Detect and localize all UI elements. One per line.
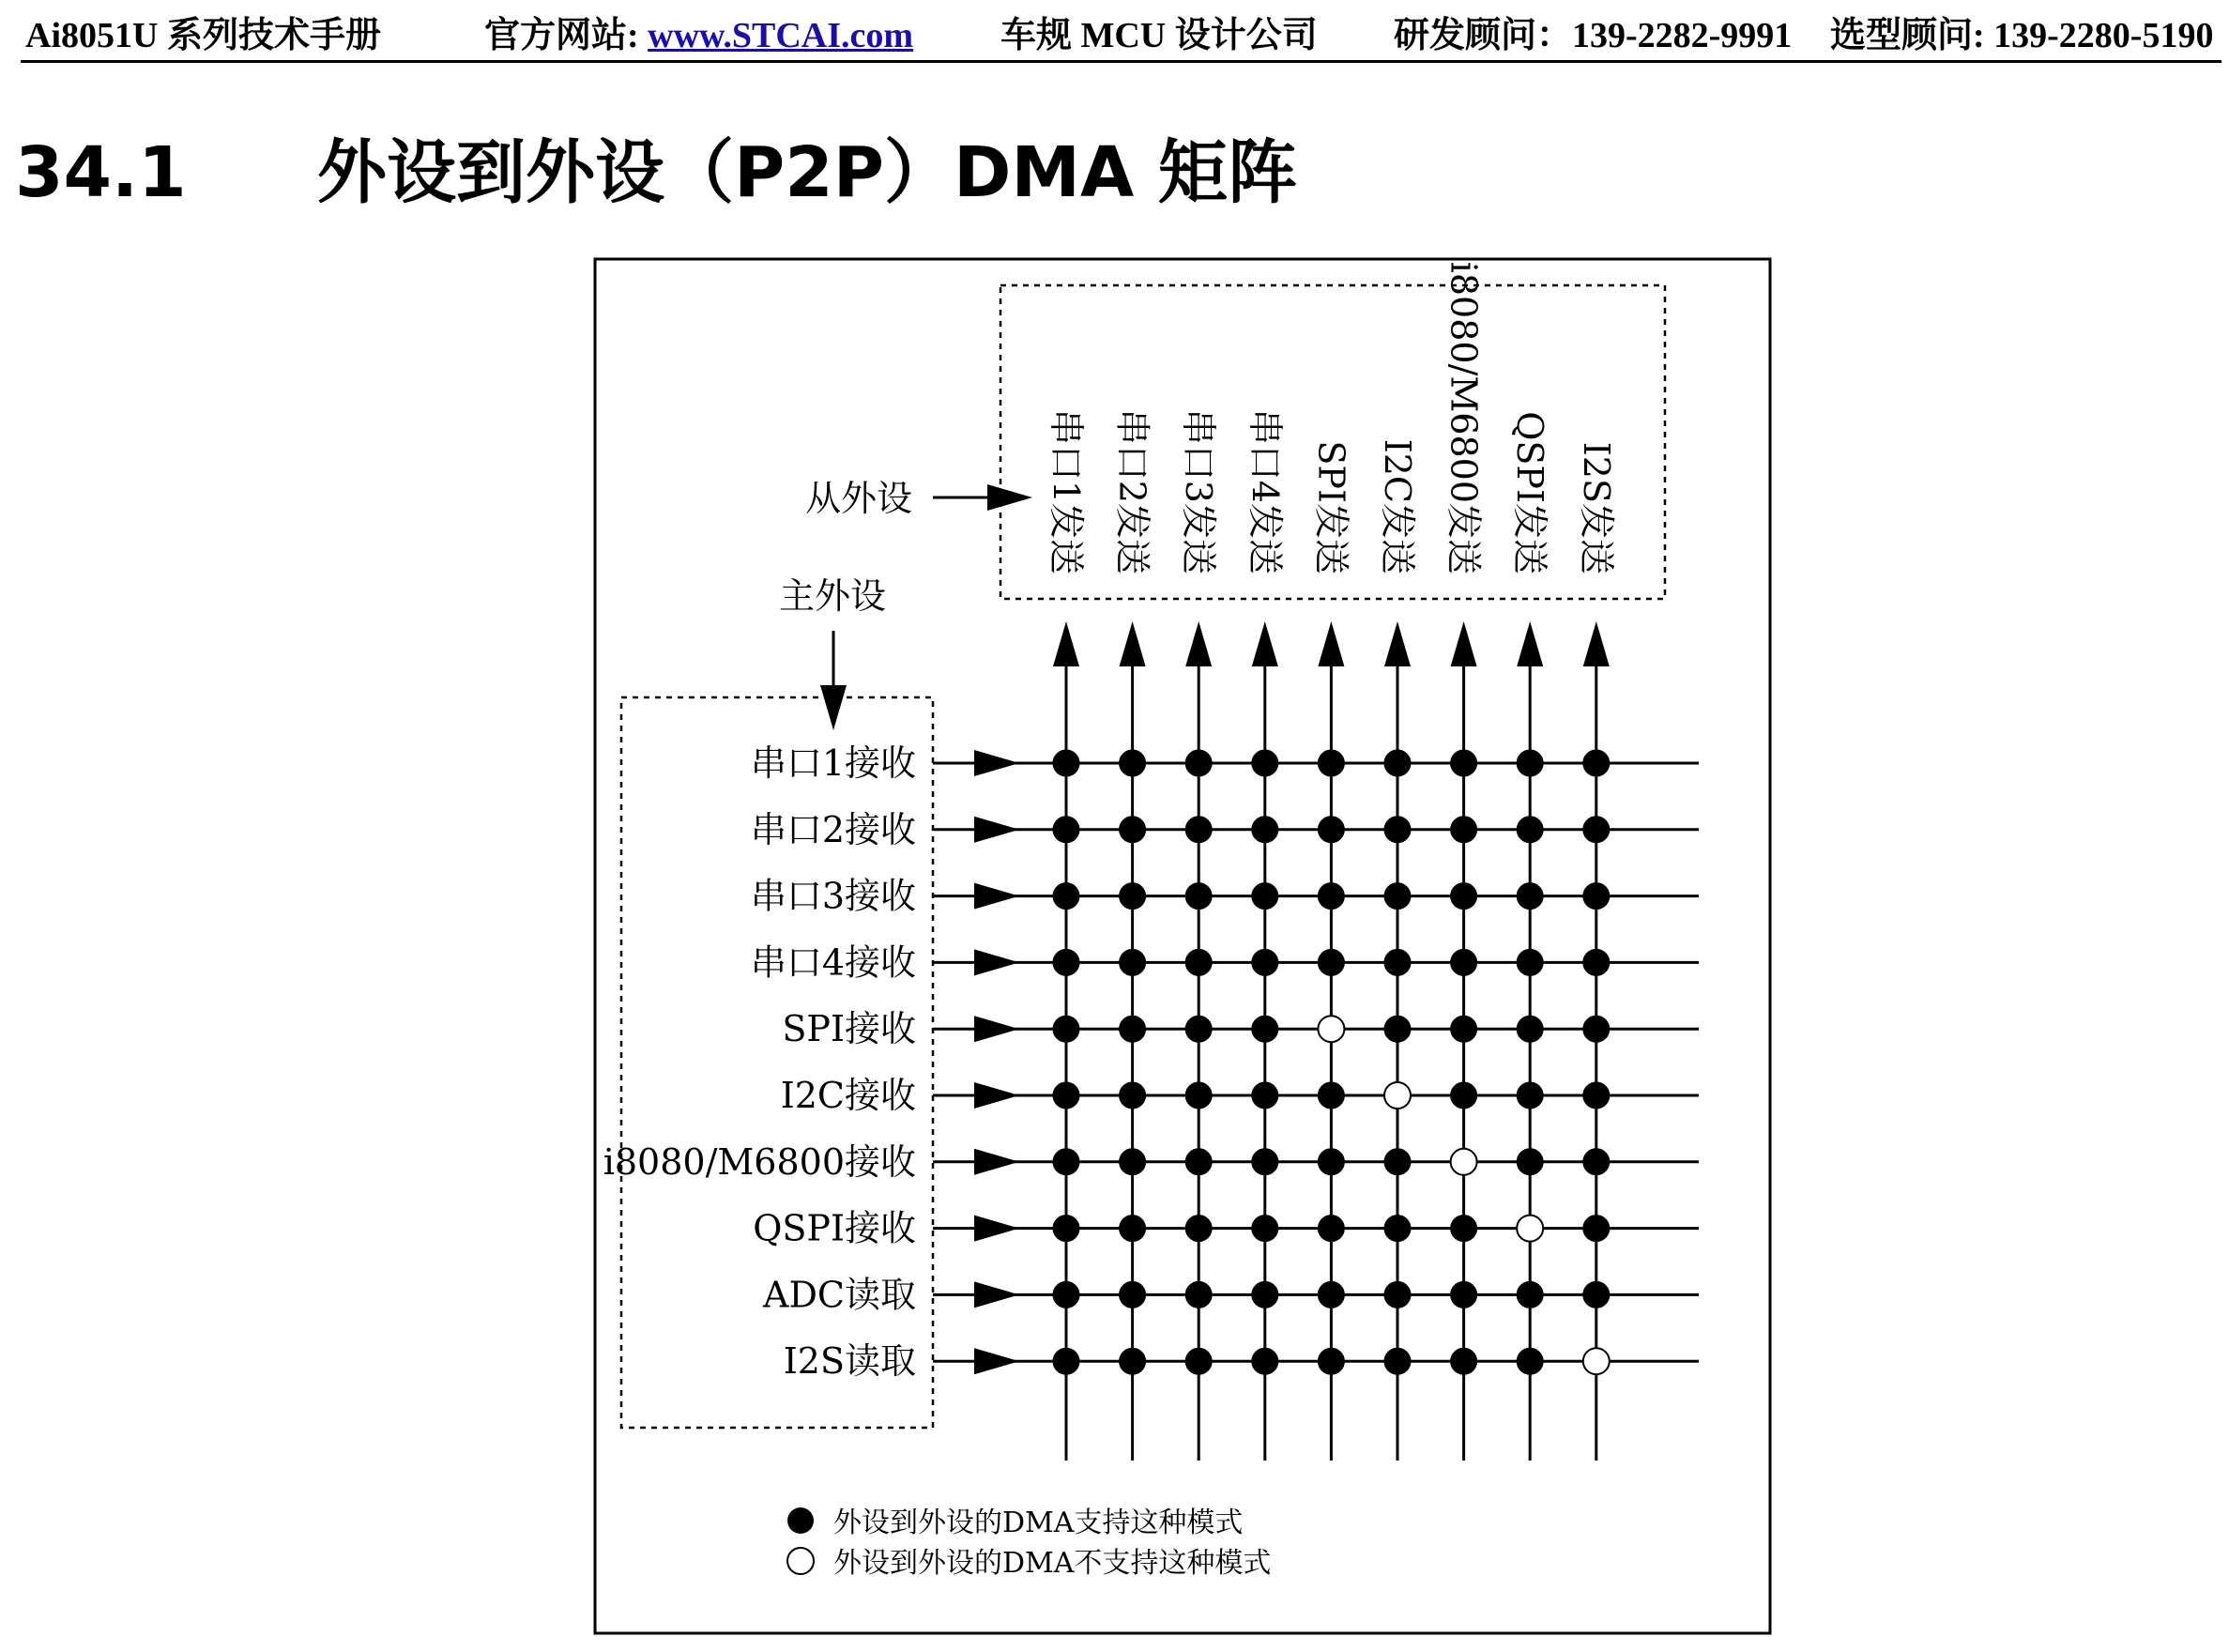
supported-node [1384, 817, 1411, 843]
supported-node [1318, 1149, 1344, 1175]
supported-node [1583, 1149, 1610, 1175]
supported-node [1252, 1016, 1278, 1042]
supported-node [1053, 883, 1079, 910]
supported-node [1120, 1149, 1146, 1175]
supported-node [1252, 1216, 1278, 1242]
legend-supported-text: 外设到外设的DMA支持这种模式 [833, 1507, 1244, 1539]
slave-label-1: 串口1发送 [1046, 408, 1087, 574]
slave-input-arrow [1517, 621, 1543, 666]
supported-node [1517, 1149, 1543, 1175]
supported-node [1517, 750, 1543, 776]
supported-node [1318, 750, 1344, 776]
supported-node [1517, 817, 1543, 843]
supported-node [1318, 1216, 1344, 1242]
supported-node [1252, 883, 1278, 910]
slave-label-8: QSPI发送 [1509, 411, 1551, 574]
supported-node [1384, 883, 1411, 910]
master-label-7: i8080/M6800接收 [603, 1140, 916, 1183]
supported-node [1583, 949, 1610, 975]
supported-node [1384, 1281, 1411, 1308]
unsupported-node [1517, 1216, 1543, 1242]
supported-node [1120, 1082, 1146, 1109]
supported-node [1185, 949, 1212, 975]
master-output-arrow [974, 1348, 1019, 1374]
supported-node [1583, 1281, 1610, 1308]
supported-node [1451, 1281, 1477, 1308]
supported-node [1252, 1281, 1278, 1308]
legend-unsupported-marker [787, 1548, 814, 1574]
slave-label-9: I2S发送 [1575, 441, 1617, 574]
slave-pointer-arrowhead [987, 484, 1032, 511]
master-output-arrow [974, 883, 1019, 910]
supported-node [1053, 1082, 1079, 1109]
section-title: 外设到外设（P2P）DMA 矩阵 [317, 132, 1298, 213]
supported-node [1384, 750, 1411, 776]
supported-node [1252, 949, 1278, 975]
supported-node [1053, 1348, 1079, 1374]
supported-node [1318, 1082, 1344, 1109]
slave-input-arrow [1318, 621, 1344, 666]
supported-node [1053, 1016, 1079, 1042]
slave-label-2: 串口2发送 [1111, 408, 1153, 574]
supported-node [1252, 750, 1278, 776]
supported-node [1517, 1348, 1543, 1374]
supported-node [1451, 1348, 1477, 1374]
master-label-2: 串口2接收 [750, 808, 916, 850]
supported-node [1053, 1149, 1079, 1175]
supported-node [1185, 1216, 1212, 1242]
rd-contact: 研发顾问：139-2282-9991 [1394, 16, 1793, 55]
supported-node [1185, 1016, 1212, 1042]
supported-node [1517, 1016, 1543, 1042]
supported-node [1252, 1149, 1278, 1175]
supported-node [1583, 817, 1610, 843]
supported-node [1318, 817, 1344, 843]
slave-input-arrow [1384, 621, 1411, 666]
master-label-8: QSPI接收 [753, 1207, 916, 1249]
supported-node [1517, 883, 1543, 910]
master-label-4: 串口4接收 [750, 941, 916, 984]
supported-node [1384, 949, 1411, 975]
supported-node [1120, 883, 1146, 910]
master-label-5: SPI接收 [782, 1008, 916, 1050]
supported-node [1384, 1216, 1411, 1242]
supported-node [1120, 949, 1146, 975]
slave-label: 从外设 [805, 478, 913, 519]
supported-node [1185, 1149, 1212, 1175]
supported-node [1583, 750, 1610, 776]
legend-unsupported-text: 外设到外设的DMA不支持这种模式 [833, 1547, 1272, 1580]
master-output-arrow [974, 1082, 1019, 1109]
master-label-3: 串口3接收 [750, 875, 916, 917]
supported-node [1583, 1016, 1610, 1042]
slave-input-arrow [1451, 621, 1477, 666]
supported-node [1451, 1216, 1477, 1242]
manual-title: Ai8051U 系列技术手册 [25, 16, 381, 55]
company-tagline: 车规 MCU 设计公司 [1000, 16, 1318, 55]
supported-node [1451, 750, 1477, 776]
master-label-9: ADC读取 [763, 1274, 916, 1316]
master-group-box [621, 697, 933, 1428]
master-pointer-arrowhead [820, 685, 847, 730]
master-output-arrow [974, 1281, 1019, 1308]
master-label: 主外设 [779, 575, 887, 617]
supported-node [1053, 1216, 1079, 1242]
supported-node [1583, 1082, 1610, 1109]
supported-node [1120, 817, 1146, 843]
supported-node [1384, 1016, 1411, 1042]
supported-node [1252, 817, 1278, 843]
supported-node [1185, 883, 1212, 910]
master-label-1: 串口1接收 [750, 742, 916, 784]
slave-input-arrow [1185, 621, 1212, 666]
supported-node [1120, 750, 1146, 776]
supported-node [1120, 1281, 1146, 1308]
site-link[interactable]: www.STCAI.com [648, 16, 914, 55]
supported-node [1185, 1281, 1212, 1308]
supported-node [1053, 750, 1079, 776]
supported-node [1583, 1216, 1610, 1242]
supported-node [1318, 949, 1344, 975]
slave-input-arrow [1120, 621, 1146, 666]
supported-node [1120, 1016, 1146, 1042]
unsupported-node [1451, 1149, 1477, 1175]
master-output-arrow [974, 817, 1019, 843]
supported-node [1451, 949, 1477, 975]
supported-node [1185, 1082, 1212, 1109]
master-output-arrow [974, 1149, 1019, 1175]
supported-node [1318, 1348, 1344, 1374]
supported-node [1451, 883, 1477, 910]
supported-node [1451, 817, 1477, 843]
master-label-10: I2S读取 [783, 1340, 916, 1383]
master-output-arrow [974, 1216, 1019, 1242]
supported-node [1053, 1281, 1079, 1308]
supported-node [1384, 1348, 1411, 1374]
supported-node [1517, 949, 1543, 975]
supported-node [1451, 1082, 1477, 1109]
master-output-arrow [974, 1016, 1019, 1042]
supported-node [1185, 750, 1212, 776]
supported-node [1252, 1348, 1278, 1374]
site-label: 官方网站: [484, 16, 649, 55]
legend-supported-marker [787, 1507, 814, 1534]
supported-node [1451, 1016, 1477, 1042]
unsupported-node [1384, 1082, 1411, 1109]
supported-node [1185, 1348, 1212, 1374]
supported-node [1053, 817, 1079, 843]
supported-node [1120, 1348, 1146, 1374]
slave-label-5: SPI发送 [1310, 440, 1352, 574]
supported-node [1583, 883, 1610, 910]
master-output-arrow [974, 750, 1019, 776]
slave-label-3: 串口3发送 [1178, 408, 1220, 574]
supported-node [1120, 1216, 1146, 1242]
supported-node [1517, 1082, 1543, 1109]
slave-label-6: I2C发送 [1377, 438, 1418, 574]
master-label-6: I2C接收 [780, 1075, 916, 1116]
unsupported-node [1318, 1016, 1344, 1042]
slave-input-arrow [1583, 621, 1610, 666]
master-output-arrow [974, 949, 1019, 975]
section-number: 34.1 [15, 132, 187, 213]
supported-node [1053, 949, 1079, 975]
supported-node [1318, 1281, 1344, 1308]
supported-node [1517, 1281, 1543, 1308]
supported-node [1384, 1149, 1411, 1175]
supported-node [1318, 883, 1344, 910]
unsupported-node [1583, 1348, 1610, 1374]
slave-label-4: 串口4发送 [1244, 408, 1286, 574]
slave-label-7: i8080/M6800发送 [1443, 261, 1485, 574]
slave-input-arrow [1053, 621, 1079, 666]
slave-input-arrow [1252, 621, 1278, 666]
supported-node [1185, 817, 1212, 843]
sales-contact: 选型顾问: 139-2280-5190 [1830, 16, 2214, 55]
supported-node [1252, 1082, 1278, 1109]
